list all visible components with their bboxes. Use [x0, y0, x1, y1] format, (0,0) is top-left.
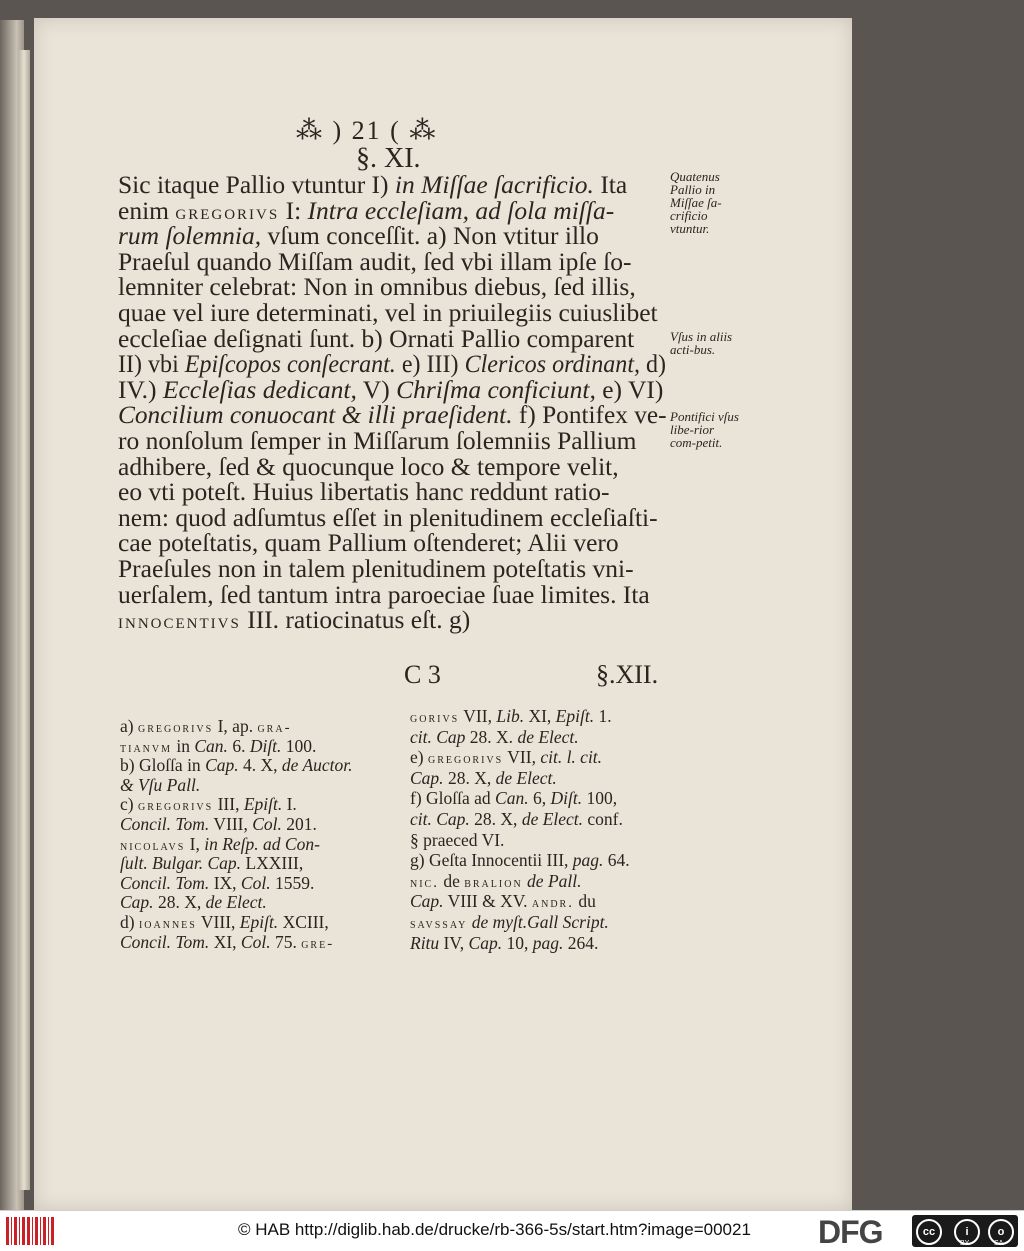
footnote-line-segment: Col. — [252, 814, 282, 834]
text-line-segment: cae poteſtatis, quam Pallium oſtenderet; Alii vero — [118, 528, 619, 558]
footnote-line-segment: Diſt. — [550, 788, 583, 809]
text-line-segment: enim — [118, 195, 176, 225]
page-fore-edge — [18, 50, 30, 1190]
text-line-segment: II) vbi — [118, 349, 185, 379]
footnote-line-segment: Diſt. — [249, 735, 282, 756]
footnote-line-segment: bralion — [464, 874, 523, 891]
footnote-line-segment: Col. — [240, 931, 271, 952]
footnote-line — [410, 768, 557, 789]
footnote-line-segment: cit. Cap. — [410, 809, 470, 829]
footnote-line-segment: Cap. — [468, 932, 503, 953]
footnote-line-segment: & Vſu Pall. — [120, 774, 201, 795]
footnote-line-segment: Can. — [495, 788, 529, 809]
text-line-segment: V) — [356, 374, 397, 404]
footnote-line-segment: d) — [120, 912, 139, 932]
footnote-line-segment: cit. l. cit. — [540, 747, 603, 768]
text-line-segment: Eccleſias dedicant, — [162, 374, 357, 404]
text-line-segment: e) VI) — [595, 374, 664, 404]
footnote-line-segment: c) — [120, 794, 138, 815]
footnote-line-segment: Concil. Tom. — [120, 931, 210, 952]
running-head: ⁂ ) 21 ( ⁂ — [296, 116, 438, 145]
footnote-line-segment: § praeced VI. — [410, 829, 505, 850]
footnote-line-segment: Epiſt. — [239, 912, 279, 932]
footnote-line-segment: IX, — [209, 872, 241, 893]
footnote-line-segment: de Elect. — [517, 726, 579, 747]
footnote-line — [120, 912, 329, 933]
footnote-line — [120, 834, 320, 855]
text-line-segment: Praeſules non in talem plenitudinem poteſtatis vni- — [118, 554, 634, 583]
text-line-segment: Epiſcopos conſecrant. — [184, 349, 396, 379]
footnote-line — [120, 932, 334, 953]
footnote-line-segment: Concil. Tom. — [120, 872, 210, 893]
sa-label: SA — [994, 1240, 1004, 1247]
footnote-line-segment: de Elect. — [495, 767, 557, 788]
footnote-line-segment: gorivs — [410, 710, 460, 726]
text-line — [118, 605, 470, 635]
footnote-line-segment: 1. — [594, 706, 612, 726]
signature-mark: C 3 — [404, 660, 441, 689]
share-alike-icon: o — [988, 1219, 1014, 1245]
footnote-line-segment: nic. — [410, 874, 439, 891]
cc-license-badge[interactable] — [912, 1215, 1018, 1247]
text-line-segment: innocentivs — [118, 609, 241, 634]
footnote-line — [120, 814, 317, 835]
footnote-line-segment: de myſt.Gall Script. — [471, 912, 609, 932]
footnote-line-segment: a) — [120, 716, 138, 736]
footnote-line — [120, 736, 316, 757]
footnote-line-segment: IV, — [439, 932, 469, 953]
margin-note: Quatenus Pallio in Miſſae ſa-crificio vtuntur. — [670, 169, 722, 236]
text-line-segment: d) — [640, 349, 667, 379]
text-line-segment: Chriſma conficiunt, — [396, 374, 596, 404]
footnote-line-segment: Cap. — [120, 892, 154, 913]
text-line-segment: eo vti poteſt. Huius libertatis hanc reddunt ratio- — [118, 477, 610, 507]
footnote-line-segment: gregorivs — [427, 751, 504, 768]
footnote-line-segment: gre- — [301, 935, 335, 952]
footnote-line-segment: e) — [410, 747, 428, 768]
text-line-segment: vſum conceſſit. a) Non vtitur illo — [261, 221, 599, 251]
footnote-line — [410, 933, 598, 954]
footnote-line-segment: de Elect. — [521, 809, 584, 829]
text-line-segment: Sic itaque Pallio vtuntur I) — [118, 170, 395, 199]
footnote-line-segment: XI, — [524, 706, 556, 726]
footnote-line-segment: pag. — [532, 932, 564, 953]
footnote-line — [410, 706, 612, 727]
footnote-line — [120, 794, 297, 815]
dfg-logo: DFG — [818, 1214, 883, 1250]
footnote-line — [410, 850, 630, 871]
text-line-segment: e) III) — [395, 349, 465, 379]
text-line-segment: in Miſſae ſacrificio. — [394, 170, 594, 199]
footnote-line-segment: LXXIII, — [241, 853, 304, 874]
footnote-line — [410, 747, 602, 768]
margin-note: Pontifici vſus libe-rior com-petit. — [670, 409, 739, 450]
footnote-line-segment: 100, — [582, 788, 618, 809]
footnote-line-segment: 1559. — [270, 872, 315, 893]
footnote-line-segment: I, ap. — [213, 716, 258, 736]
text-line-segment: quae vel iure determinati, vel in priuilegiis cuiuslibet — [118, 298, 658, 327]
footnote-line-segment: VII, — [503, 747, 541, 768]
footnote-line-segment: VIII, — [196, 912, 240, 932]
footnote-line-segment: ſult. Bulgar. Cap. — [120, 853, 242, 874]
footnote-line-segment: in — [172, 735, 195, 756]
footnote-line — [120, 775, 200, 796]
footnote-line-segment: 28. X, — [443, 767, 496, 788]
by-label: BY — [960, 1240, 970, 1247]
footnote-line-segment: XI, — [209, 931, 241, 952]
text-line-segment: Concilium conuocant & illi praeſident. — [118, 400, 513, 430]
footnote-line-segment: cit. Cap — [410, 726, 466, 747]
footnote-line-segment: b) Gloſſa in — [120, 755, 206, 776]
text-line-segment: nem: quod adſumtus eſſet in plenitudinem eccleſiaſti- — [118, 502, 658, 532]
footnote-line-segment: 201. — [281, 814, 317, 834]
footnote-line — [410, 871, 581, 892]
footnote-line-segment: pag. — [572, 850, 604, 871]
footnote-line-segment: conf. — [583, 809, 623, 829]
footnote-line — [410, 788, 617, 809]
footnote-line — [410, 809, 623, 830]
footnote-line — [120, 755, 353, 776]
footnote-line-segment: f) Gloſſa ad — [410, 788, 496, 809]
footnote-line-segment: Epiſt. — [555, 706, 595, 726]
footnote-line-segment: de Elect. — [205, 892, 267, 913]
footnote-line-segment: Concil. Tom. — [120, 814, 210, 834]
footnote-line-segment: I, — [185, 833, 205, 854]
footnote-line — [410, 727, 579, 748]
text-line-segment: rum ſolemnia, — [118, 221, 262, 251]
footnote-line-segment: 64. — [603, 850, 630, 871]
text-line-segment: uerſalem, ſed tantum intra paroeciae ſuae limites. Ita — [118, 579, 650, 609]
footnote-line-segment: 6, — [528, 788, 551, 809]
text-line-segment: III. ratiocinatus eſt. g) — [240, 605, 471, 635]
footnote-line-segment: gregorivs — [137, 720, 214, 736]
footnote-line — [410, 830, 504, 851]
footnote-line-segment: tianvm — [120, 739, 172, 756]
footnote-line-segment: de — [438, 870, 465, 891]
footnote-line-segment: 28. X, — [469, 809, 522, 829]
text-line-segment: Intra eccleſiam, ad ſola miſſa- — [307, 195, 615, 225]
text-line-segment: Praeſul quando Miſſam audit, ſed vbi illam ipſe ſo- — [118, 246, 632, 276]
footnote-line-segment: Lib. — [496, 706, 525, 726]
footnote-line-segment: g) Geſta Innocentii III, — [410, 850, 573, 871]
footnote-line-segment: gregorivs — [137, 798, 214, 815]
catchword: §.XII. — [596, 660, 659, 689]
footnote-line-segment: Epiſt. — [243, 794, 283, 815]
footnote-line-segment: savssay — [410, 916, 468, 932]
footnote-line-segment: de Pall. — [527, 870, 582, 891]
footnote-line-segment: du — [573, 891, 596, 912]
footnote-line-segment: VII, — [459, 706, 497, 726]
footnote-line — [410, 891, 596, 912]
text-line-segment: Ita — [593, 170, 628, 199]
footnote-line-segment: 100. — [281, 735, 317, 756]
footnote-line-segment: gra- — [257, 720, 292, 736]
cc-icon: cc — [916, 1219, 942, 1245]
footnote-line — [410, 912, 609, 933]
footnote-line-segment: VIII & XV. — [443, 891, 532, 912]
footnote-line-segment: 75. — [270, 931, 302, 952]
copyright-link[interactable]: © HAB http://diglib.hab.de/drucke/rb-366-5s/start.htm?image=00021 — [238, 1220, 751, 1239]
margin-note: Vſus in aliis acti-bus. — [670, 329, 733, 357]
text-line-segment: ro nonſolum ſemper in Miſſarum ſolemniis Pallium — [118, 426, 637, 455]
viewer-footer — [0, 1210, 1024, 1251]
footnote-line-segment: 6. — [227, 735, 250, 756]
footnote-line-segment: I. — [282, 794, 297, 815]
text-line-segment: IV.) — [118, 374, 163, 404]
footnote-line-segment: VIII, — [209, 814, 253, 834]
footnote-line-segment: Ritu — [410, 932, 440, 953]
footnote-line-segment: Cap. — [205, 755, 239, 776]
text-line-segment: lemniter celebrat: Non in omnibus diebus, ſed illis, — [118, 272, 636, 302]
text-line-segment: f) Pontifex ve- — [512, 400, 667, 430]
footnote-line-segment: andr. — [531, 895, 574, 912]
footnote-line — [120, 873, 314, 894]
text-line-segment: gregorivs — [175, 199, 280, 224]
footnote-line-segment: Col. — [240, 872, 271, 893]
footnote-line-segment: 28. X, — [153, 892, 206, 913]
footnote-line-segment: 4. X, — [238, 755, 282, 776]
footnote-line-segment: XCIII, — [278, 912, 329, 932]
footnote-line — [120, 892, 267, 913]
footnote-line-segment: nicolavs — [120, 837, 186, 854]
footnote-line-segment: 10, — [502, 932, 533, 953]
hab-barcode-logo — [6, 1217, 54, 1245]
text-line-segment: I: — [279, 195, 308, 225]
footnote-line — [120, 716, 292, 737]
footnote-line — [120, 853, 303, 874]
attribution-icon: i — [954, 1219, 980, 1245]
footnote-line-segment: 28. X. — [465, 726, 518, 747]
footnote-line-segment: 264. — [563, 932, 599, 953]
footnote-line-segment: III, — [213, 794, 244, 815]
footnote-line-segment: de Auctor. — [281, 755, 353, 776]
footnote-line-segment: in Reſp. ad Con- — [204, 833, 320, 854]
footnote-line-segment: Cap. — [410, 767, 444, 788]
text-line-segment: Clericos ordinant, — [464, 349, 641, 379]
text-line-segment: eccleſiae deſignati ſunt. b) Ornati Pallio comparent — [118, 323, 635, 353]
footnote-line-segment: Can. — [194, 735, 228, 756]
section-title: §. XI. — [356, 143, 421, 174]
text-line-segment: adhibere, ſed & quocunque loco & tempore velit, — [118, 451, 619, 481]
footnote-line-segment: ioannes — [138, 916, 197, 932]
footnote-line-segment: Cap. — [410, 891, 444, 912]
